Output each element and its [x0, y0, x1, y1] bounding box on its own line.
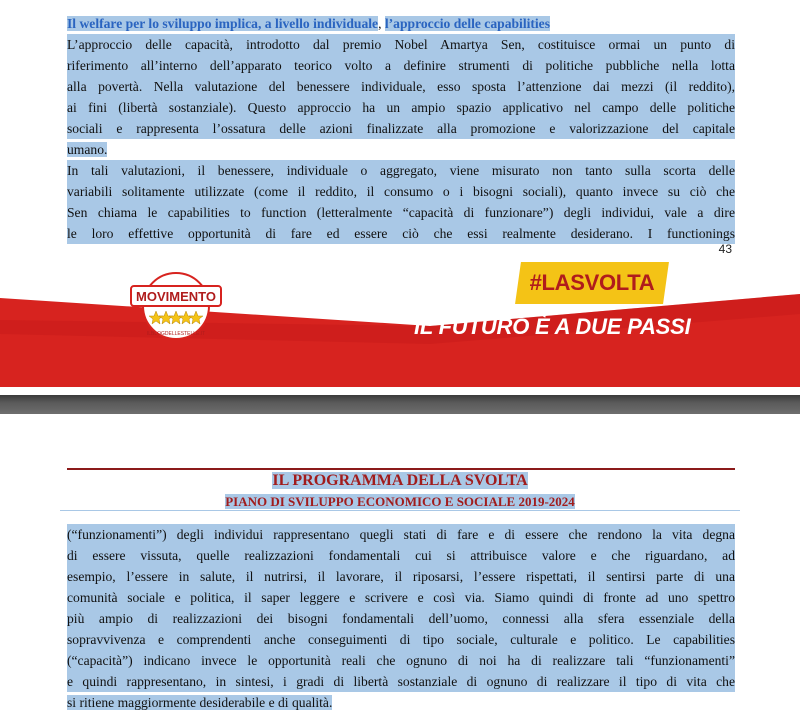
paragraph-line: sopravvivenza e comprendenti anche conseguimenti di tipo sociale, culturale e politico. Le capabilities — [67, 629, 735, 650]
paragraph-line: In tali valutazioni, il benessere, individuale o aggregato, viene misurato non tanto sulla scorta delle — [67, 160, 735, 181]
paragraph-line: L’approccio delle capacità, introdotto dal premio Nobel Amartya Sen, costituisce ormai un punto di — [67, 34, 735, 55]
paragraph-line: di essere vissuta, quelle realizzazioni fondamentali cui si attribuisce valore e che riguardano, ad — [67, 545, 735, 566]
paragraph-line: esempio, l’essere in salute, il nutrirsi, il lavorare, il riposarsi, l’essere rispettati, il sentirsi parte di una — [67, 566, 735, 587]
paragraph-line: sociali e rappresenta l’ossatura delle azioni finalizzate alla promozione e valorizzazione del capitale — [67, 118, 735, 139]
paragraph-line: riferimento all’interno dell’apparato teorico volto a definire strumenti di politiche pubbliche nella lotta — [67, 55, 735, 76]
logo-text: MOVIMENTO — [136, 289, 216, 304]
paragraph-line: ai fini (libertà sostanziale). Questo approccio ha un ampio spazio applicativo nel campo delle politiche — [67, 97, 735, 118]
paragraph-line-text: si ritiene maggiormente desiderabile e di qualità. — [67, 695, 333, 710]
section-heading — [67, 13, 735, 34]
paragraph-line — [67, 139, 107, 160]
logo-website: ILBLOGDELLESTELLE.IT — [146, 331, 206, 337]
paragraph-line-text: umano. — [67, 142, 108, 157]
page-number: 43 — [718, 242, 732, 256]
paragraph-line: (“capacità”) indicano invece le opportunità reali che ognuno di noi ha di realizzare tali “funzionamenti” — [67, 650, 735, 671]
program-subtitle — [0, 494, 800, 510]
paragraph-line: più ampio di realizzazioni dei bisogni fondamentali dell’uomo, connessi alla sfera essenziale della — [67, 608, 735, 629]
document-page-44 — [0, 414, 800, 716]
program-title-text: IL PROGRAMMA DELLA SVOLTA — [272, 472, 528, 489]
paragraph-line: alla povertà. Nella valutazione del benessere individuale, esso sposta l’attenzione dai mezzi (il reddito), — [67, 76, 735, 97]
page-separator — [0, 395, 800, 414]
paragraph-line: le loro effettive opportunità di fare ed essere ciò che essi realmente desiderano. I functionings — [67, 223, 735, 244]
program-title — [0, 472, 800, 490]
hashtag-text: #LASVOLTA — [529, 270, 655, 295]
heading-part-1: Il welfare per lo sviluppo implica, a livello individuale — [67, 16, 379, 31]
slogan: IL FUTURO È A DUE PASSI — [414, 314, 691, 339]
paragraph-line: comunità sociale e politica, il saper leggere e scrivere e così via. Siamo quindi di fronte ad uno spettro — [67, 587, 735, 608]
paragraph-line: e quindi rappresentano, in sintesi, i gradi di libertà sostanziale di ognuno di realizzare il tipo di vita che — [67, 671, 735, 692]
hashtag-badge — [515, 262, 669, 304]
paragraph-line: (“funzionamenti”) degli individui rappresentano quegli stati di fare e di essere che rendono la vita degna — [67, 524, 735, 545]
title-rule-bottom — [60, 510, 740, 511]
heading-comma: , — [378, 16, 382, 31]
paragraph-line — [67, 692, 332, 713]
paragraph-line: Sen chiama le capabilities to function (letteralmente “capacità di funzionare”) degli individui, vale a dire — [67, 202, 735, 223]
title-rule-top — [67, 468, 735, 470]
program-subtitle-text: PIANO DI SVILUPPO ECONOMICO E SOCIALE 2019-2024 — [225, 494, 575, 509]
paragraph-line: variabili solitamente utilizzate (come il reddito, il consumo o i bisogni sociali), quanto invece su ciò che — [67, 181, 735, 202]
heading-part-2: l’approccio delle capabilities — [384, 16, 551, 31]
movimento-logo — [125, 262, 227, 340]
